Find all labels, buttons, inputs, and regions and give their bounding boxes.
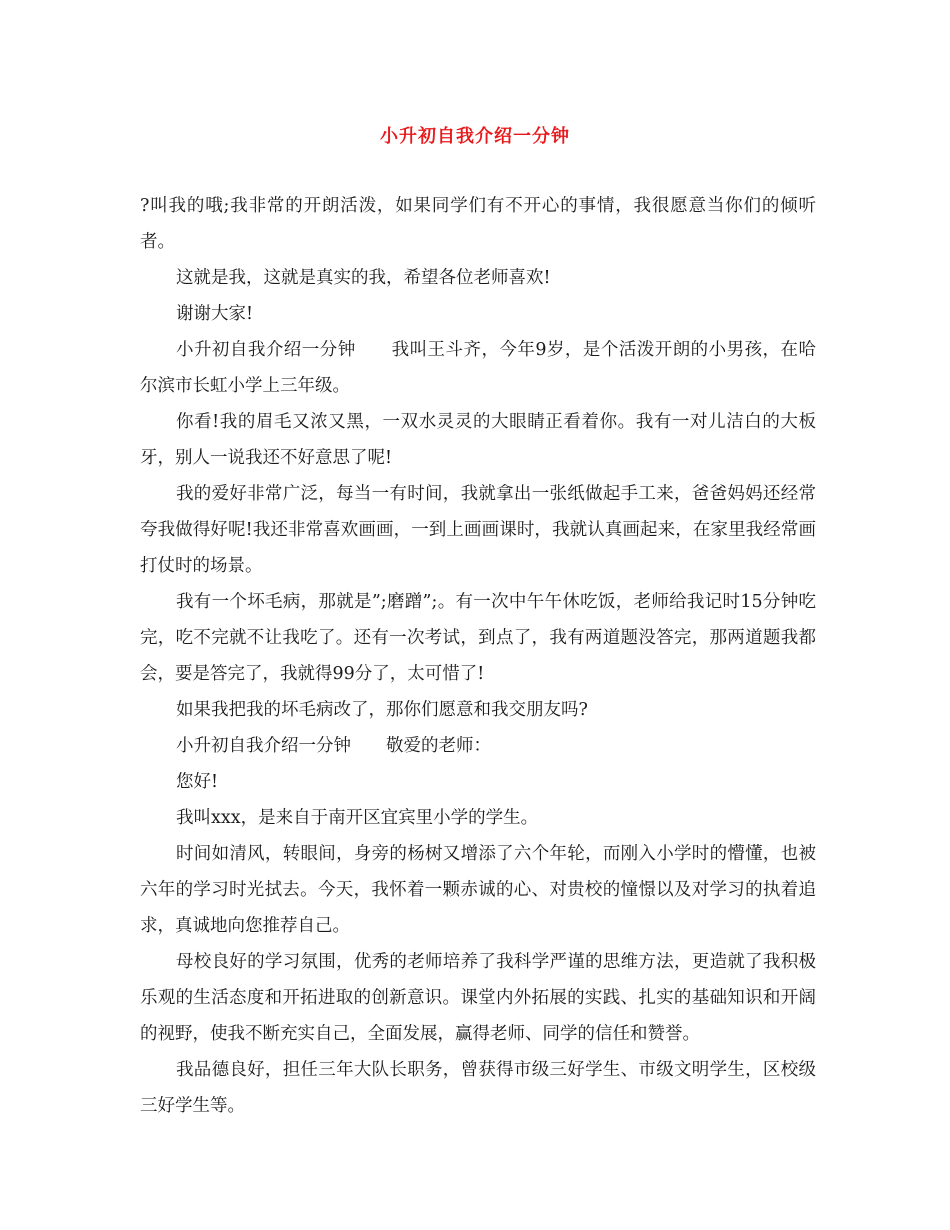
paragraph: 我品德良好，担任三年大队长职务，曾获得市级三好学生、市级文明学生，区校级三好学生等。 bbox=[140, 1060, 816, 1116]
paragraph: 您好! bbox=[176, 772, 219, 792]
paragraph: 小升初自我介绍一分钟 敬爱的老师： bbox=[176, 736, 491, 756]
paragraph: 我的爱好非常广泛，每当一有时间，我就拿出一张纸做起手工来，爸爸妈妈还经常夸我做得好呢!我还非常喜欢画画，一到上画画课时，我就认真画起来，在家里我经常画打仗时的场景。 bbox=[140, 484, 816, 576]
paragraph: 我有一个坏毛病，那就是”;磨蹭”;。有一次中午午休吃饭，老师给我记时15分钟吃完，吃不完就不让我吃了。还有一次考试，到点了，我有两道题没答完，那两道题我都会，要是答完了，我就得99分了，太可惜了! bbox=[140, 592, 816, 684]
paragraph: 时间如清风，转眼间，身旁的杨树又增添了六个年轮，而刚入小学时的懵懂，也被六年的学习时光拭去。今天，我怀着一颗赤诚的心、对贵校的憧憬以及对学习的执着追求，真诚地向您推荐自己。 bbox=[140, 844, 816, 936]
paragraph: 如果我把我的坏毛病改了，那你们愿意和我交朋友吗? bbox=[176, 700, 588, 720]
paragraph: 小升初自我介绍一分钟 我叫王斗齐，今年9岁，是个活泼开朗的小男孩，在哈尔滨市长虹小学上三年级。 bbox=[140, 340, 816, 396]
paragraph: 谢谢大家! bbox=[176, 304, 254, 324]
document-title: 小升初自我介绍一分钟 bbox=[380, 126, 570, 147]
paragraph: ?叫我的哦;我非常的开朗活泼，如果同学们有不开心的事情，我很愿意当你们的倾听者。 bbox=[140, 196, 816, 252]
paragraph: 我叫xxx，是来自于南开区宜宾里小学的学生。 bbox=[176, 808, 539, 828]
paragraph: 这就是我，这就是真实的我，希望各位老师喜欢! bbox=[176, 268, 551, 288]
paragraph: 你看!我的眉毛又浓又黑，一双水灵灵的大眼睛正看着你。我有一对儿洁白的大板牙，别人一说我还不好意思了呢! bbox=[140, 412, 816, 468]
document-body bbox=[140, 188, 816, 1124]
paragraph: 母校良好的学习氛围，优秀的老师培养了我科学严谨的思维方法，更造就了我积极乐观的生活态度和开拓进取的创新意识。课堂内外拓展的实践、扎实的基础知识和开阔的视野，使我不断充实自己，全面发展，赢得老师、同学的信任和赞誉。 bbox=[140, 952, 816, 1044]
